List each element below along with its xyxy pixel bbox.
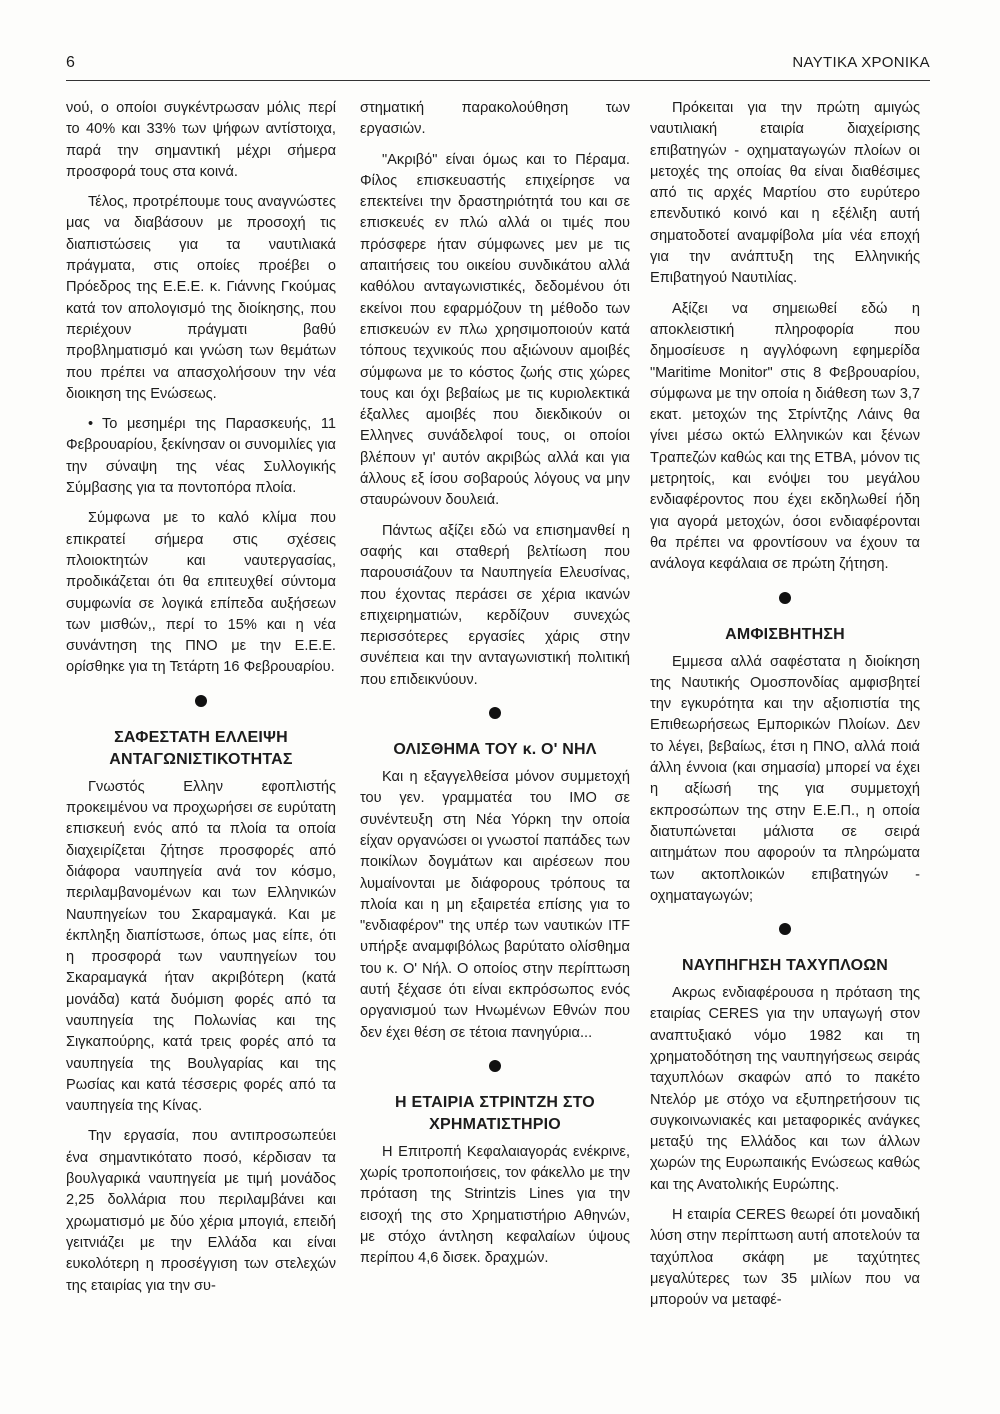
section-heading: ΝΑΥΠΗΓΗΣΗ ΤΑΧΥΠΛΟΩΝ xyxy=(681,957,889,975)
paragraph: Ακρως ενδιαφέρουσα η πρόταση της εταιρίας CERES για την υπαγωγή στον αναπτυξιακό νόμο 1982 και τη χρηματοδότηση της ναυπηγήσεως σειράς ταχυπλόων σκαφών από το πακέτο Ντελόρ με στόχο να εξυπηρετήσουν τις συγκοινωνιακές και μεταφορικές ανάγκες μεταξύ της Ελλάδος και των άλλων χωρών της Ευρωπαικής Ενώσεως καθώς και της Ανατολικής Ευρώπης. xyxy=(650,985,920,1193)
section-heading: ΑΜΦΙΣΒΗΤΗΣΗ xyxy=(725,625,845,643)
paragraph: Σύμφωνα με το καλό κλίμα που επικρατεί σήμερα στις σχέσεις πλοιοκτητών και ναυτεργασίας, προδικάζεται ότι θα επιτευχθεί σύντομα συμφωνία σε λογικά επίπεδα αυξήσεων των μισθών,, περί το 15% και η νέα συνάντηση της ΠΝΟ με την Ε.Ε.Ε. ορίσθηκε για τη Τετάρτη 16 Φεβρουαρίου. xyxy=(66,510,336,676)
article-column-2 xyxy=(360,98,630,1279)
article-column-1 xyxy=(66,98,336,1306)
paragraph: Πάντως αξίζει εδώ να επισημανθεί η σαφής και σταθερή βελτίωση που παρουσιάζουν τα Ναυπηγεία Ελευσίνας, που έχοντας περάσει σε χέρια ικανών επιχειρηματιών, κερδίζουν συνεχώς περισσότερες εργασίες χάρις στην συνέπεια και την ανταγωνιστική πολιτική που επιδεικνύουν. xyxy=(360,522,630,688)
section-divider-dot-icon xyxy=(779,923,791,935)
paragraph: Πρόκειται για την πρώτη αμιγώς ναυτιλιακή εταιρία διαχείρισης επιβατηγών - οχηματαγωγών πλοίων οι μετοχές της οποίας θα είναι διαθέσιμες από τις αρχές Μαρτίου στο ευρύτερο επενδυτικό κοινό και η εξέλιξη αυτή σηματοδοτεί αναμφίβολα μία νέα εποχή για την ανάπτυξη της Ελληνικής Επιβατηγού Ναυτιλίας. xyxy=(650,100,920,287)
paragraph: Και η εξαγγελθείσα μόνον συμμετοχή του γεν. γραμματέα του ΙΜΟ σε συνέντευξη στη Νέα Υόρκη την οποία είχαν οργανώσει οι γνωστοί παπάδες των ποικίλων δογμάτων και αιρέσεων που λυμαίνονται με διάφορους τρόπους τα πλοία και η μη εξαιρετέα επίσης για το "ενδιαφέρον" της υπέρ των ναυτικών ITF υπήρξε αναμφιβόλως βαρύτατο ολίσθημα του κ. Ο' Νήλ. Ο οποίος στην περίπτωση αυτή ξέχασε ότι είναι εκπρόσωπος ενός οργανισμού των Ηνωμένων Εθνών που δεν έχει θέση σε τέτοια πανηγύρια... xyxy=(360,769,630,1041)
bullet-icon: • xyxy=(88,416,94,433)
paragraph: "Ακριβό" είναι όμως και το Πέραμα. Φίλος επισκευαστής επιχείρησε να επεκτείνει την δραστηριότητά του και σε επισκευές εν πλώ αλλά οι τιμές που πρόσφερε ήταν σύμφωνες μεν με τις απαιτήσεις του οικείου συνδικάτου αλλά καθόλου ανταγωνιστικές, δεδομένου ότι εκείνοι που εφαρμόζουν τη μέθοδο των επισκευών εν πλω χρησιμοποιούν κατά τόπους τεχνικούς που αξιώνουν αμοιβές σύμφωνα με το κόστος ζωής στις χώρες τους και όχι βεβαίως με τις κυριολεκτικά έξαλλες αμοιβές που διεκδικούν οι Ελληνες συνάδελφοί τους, οι οποίοι βλέπουν γι' αυτόν ακριβώς αλλά και για άλλους εξ ίσου σοβαρούς λόγους να μην σταυρώνουν δουλειά. xyxy=(360,151,630,509)
paragraph: Η εταιρία CERES θεωρεί ότι μοναδική λύση στην περίπτωση αυτή αποτελούν τα ταχύπλοα σκάφη με ταχύτητες μεγαλύτερες των 35 μιλίων που να μπορούν να μεταφέ- xyxy=(650,1207,920,1309)
paragraph: Τέλος, προτρέπουμε τους αναγνώστες μας να διαβάσουν με προσοχή τις διαπιστώσεις για τα ναυτιλιακά πράγματα, στις οποίες προέβει ο Πρόεδρος της Ε.Ε.Ε. κ. Γιάννης Γκούμας κατά τον απολογισμό της διοίκησης, που περιέχουν πράγματι βαθύ προβληματισμό και γνώση των θεμάτων που πρέπει να απασχολήσουν την νέα διοικηση της Ενώσεως. xyxy=(66,194,336,402)
paragraph: Αξίζει να σημειωθεί εδώ η αποκλειστική πληροφορία που δημοσίευσε η αγγλόφωνη εφημερίδα "Maritime Monitor" στις 8 Φεβρουαρίου, σύμφωνα με την οποία η διάθεση των 3,7 εκατ. μετοχών της Στρίντζης Λάινς θα γίνει μέσω οκτώ Ελληνικών και ξένων Τραπεζών καθώς και της ΕΤΒΑ, μόνον τις μετρητοίς, και ενόψει του μεγάλου ενδιαφέροντος που έχει εκδηλωθεί ήδη για αγορά μετοχών, όσοι ενδιαφέρονται θα πρέπει να φροντίσουν να έχουν τα ανάλογα κεφάλαια σε πρώτη ζήτηση. xyxy=(650,300,920,573)
paragraph: Γνωστός Ελλην εφοπλιστής προκειμένου να προχωρήσει σε ευρύτατη επισκευή ενός από τα πλοία τα οποία διαχειρίζεται ζήτησε προσφορές από διάφορα ναυπηγεία ανά τον κόσμο, περιλαμβανομένων και των Ελληνικών Ναυπηγείων του Σκαραμαγκά. Και με έκπληξη διαπίστωσε, όπως μας είπε, ότι η προσφορά των ναυπηγείων του Σκαραμαγκά ήταν ακριβότερη (κατά μονάδα) κατά δυόμιση φορές από τα ναυπηγεία της Πολωνίας και της Σιγκαπούρης, κατά τρεις φορές από τα ναυπηγεία της Βουλγαρίας και της Ρωσίας και κατά τέσσερις φορές από τα ναυπηγεία της Κίνας. xyxy=(66,778,336,1115)
article-column-3 xyxy=(650,98,920,1321)
section-divider-dot-icon xyxy=(779,592,791,604)
paragraph: Η Επιτροπή Κεφαλαιαγοράς ενέκρινε, χωρίς τροποποιήσεις, τον φάκελλο με την πρόταση της Strintzis Lines για την εισοχή της στο Χρηματιστήριο Αθηνών, με στόχο άντληση κεφαλαίων ύψους περίπου 4,6 δισεκ. δραχμών. xyxy=(360,1143,630,1267)
section-divider-dot-icon xyxy=(489,1060,501,1072)
section-divider-dot-icon xyxy=(489,707,501,719)
section-heading: ΣΑΦΕΣΤΑΤΗ ΕΛΛΕΙΨΗ ΑΝΤΑΓΩΝΙΣΤΙΚΟΤΗΤΑΣ xyxy=(109,728,293,768)
section-heading: ΟΛΙΣΘΗΜΑ ΤΟΥ κ. Ο' ΝΗΛ xyxy=(393,741,597,759)
section-heading: Η ΕΤΑΙΡΙΑ ΣΤΡΙΝΤΖΗ ΣΤΟ ΧΡΗΜΑΤΙΣΤΗΡΙΟ xyxy=(395,1093,595,1133)
paragraph: στηματική παρακολούθηση των εργασιών. xyxy=(360,100,630,138)
bullet-paragraph xyxy=(66,414,336,499)
section-divider-dot-icon xyxy=(195,695,207,707)
journal-title: ΝΑΥΤΙΚΑ ΧΡΟΝΙΚΑ xyxy=(792,54,930,71)
paragraph: Εμμεσα αλλά σαφέστατα η διοίκηση της Ναυτικής Ομοσπονδίας αμφισβητεί την εγκυρότητα και την αξιοπιστία της Επιθεωρήσεως Εμπορικών Πλοίων. Δεν το λέγει, βεβαίως, έτσι η ΠΝΟ, αλλά ποιά άλλη έννοια (και σημασία) μπορεί να έχει η αξίωσή της για συμμετοχή εκπροσώπων της στην Ε.Ε.Π., η οποία διατυπώνεται μάλιστα σε σειρά αιτημάτων που αφορούν τα πληρώματα των ακτοπλοικών επιβατηγών - οχηματαγωγών; xyxy=(650,653,920,904)
paragraph: Την εργασία, που αντιπροσωπεύει ένα σημαντικότατο ποσό, κέρδισαν τα βουλγαρικά ναυπηγεία με τιμή μονάδος 2,25 δολλάρια που περιλαμβάνει και χρωματισμό με δύο χέρια μπογιά, επειδή γειτνιάζει με την Ελλάδα και είναι ευκολότερη η προσέγγιση των στελεχών της εταιρίας για την συ- xyxy=(66,1128,336,1294)
paragraph-text: Το μεσημέρι της Παρασκευής, 11 Φεβρουαρίου, ξεκίνησαν οι συνομιλίες για την σύναψη της νέας Συλλογικής Σύμβασης για τα ποντοπόρα πλοία. xyxy=(66,416,336,497)
page-number: 6 xyxy=(66,54,75,71)
paragraph: νού, ο οποίοι συγκέντρωσαν μόλις περί το 40% και 33% των ψήφων αντίστοιχα, παρά την σημαντική μέχρι σήμερα προσφορά τους στα κοινά. xyxy=(66,100,336,180)
page-header xyxy=(66,50,930,81)
